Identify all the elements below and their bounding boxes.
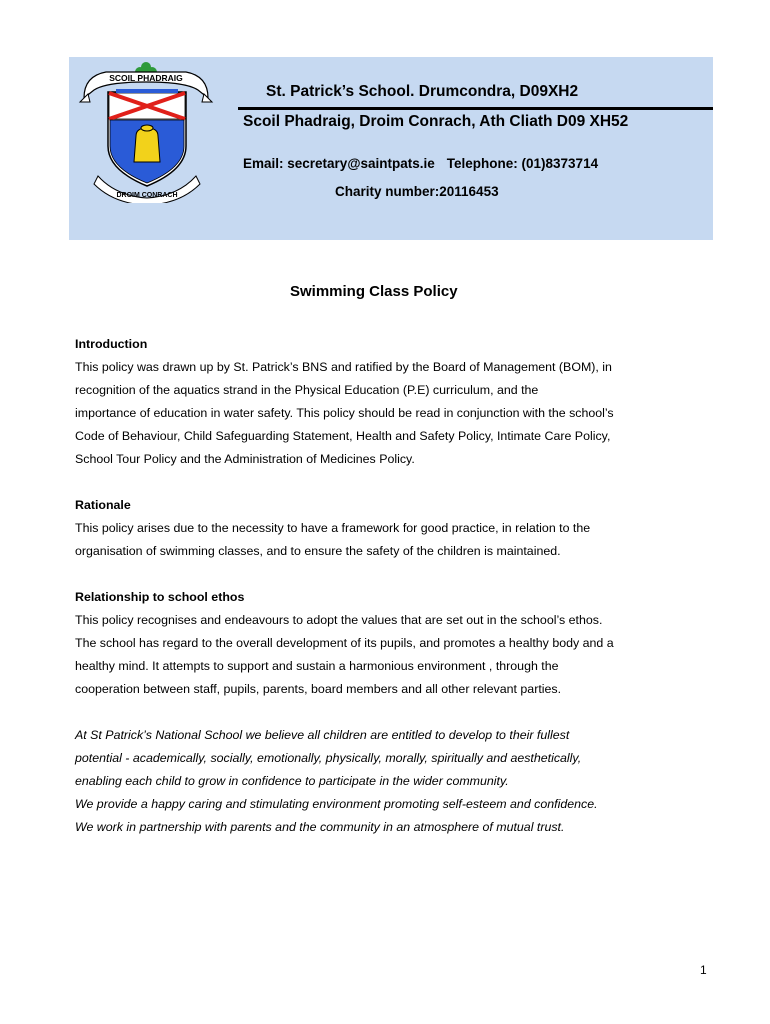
text-line: This policy arises due to the necessity to have a framework for good practice, in relation to the <box>75 521 591 535</box>
ethos-line: potential - academically, socially, emotionally, physically, morally, spiritually and aesthetically, <box>75 751 582 765</box>
section-paragraph-ethos <box>75 609 715 701</box>
ethos-line: We work in partnership with parents and the community in an atmosphere of mutual trust. <box>75 820 565 834</box>
text-line: importance of education in water safety. This policy should be read in conjunction with the school’s <box>75 406 614 420</box>
section-paragraph-rationale <box>75 517 715 563</box>
section-heading-introduction: Introduction <box>75 337 148 351</box>
text-line: This policy was drawn up by St. Patrick’s BNS and ratified by the Board of Management (BOM), in <box>75 360 612 374</box>
school-crest-logo <box>76 58 216 203</box>
text-line: recognition of the aquatics strand in the Physical Education (P.E) curriculum, and the <box>75 383 539 397</box>
text-line: organisation of swimming classes, and to ensure the safety of the children is maintained. <box>75 544 561 558</box>
section-heading-rationale: Rationale <box>75 498 131 512</box>
document-title: Swimming Class Policy <box>290 283 458 300</box>
ethos-line: At St Patrick’s National School we believe all children are entitled to develop to their fullest <box>75 728 570 742</box>
ethos-line: We provide a happy caring and stimulating environment promoting self-esteem and confidence. <box>75 797 598 811</box>
contact-line <box>243 156 598 171</box>
email-text[interactable]: Email: secretary@saintpats.ie <box>243 156 435 171</box>
text-line: Code of Behaviour, Child Safeguarding Statement, Health and Safety Policy, Intimate Care Policy, <box>75 429 611 443</box>
text-line: cooperation between staff, pupils, parents, board members and all other relevant parties. <box>75 682 562 696</box>
text-line: This policy recognises and endeavours to adopt the values that are set out in the school’s ethos. <box>75 613 603 627</box>
ethos-statement <box>75 724 715 839</box>
section-heading-ethos: Relationship to school ethos <box>75 590 245 604</box>
telephone-text[interactable]: Telephone: (01)8373714 <box>446 156 599 171</box>
charity-number: Charity number:20116453 <box>335 184 499 199</box>
bell-icon <box>134 125 160 162</box>
school-name-english: St. Patrick’s School. Drumcondra, D09XH2 <box>266 83 579 100</box>
document-body <box>75 333 715 839</box>
section-paragraph-introduction <box>75 356 715 471</box>
school-name-irish: Scoil Phadraig, Droim Conrach, Ath Cliath D09 XH52 <box>243 113 629 130</box>
header-divider <box>238 107 713 110</box>
crest-bottom-text: DROIM CONRACH <box>116 192 178 199</box>
ethos-line: enabling each child to grow in confidence to participate in the wider community. <box>75 774 509 788</box>
text-line: healthy mind. It attempts to support and sustain a harmonious environment , through the <box>75 659 559 673</box>
page-number: 1 <box>700 963 707 977</box>
text-line: The school has regard to the overall development of its pupils, and promotes a healthy body and a <box>75 636 614 650</box>
crest-top-text: SCOIL PHADRAIG <box>109 73 183 83</box>
text-line: School Tour Policy and the Administration of Medicines Policy. <box>75 452 415 466</box>
